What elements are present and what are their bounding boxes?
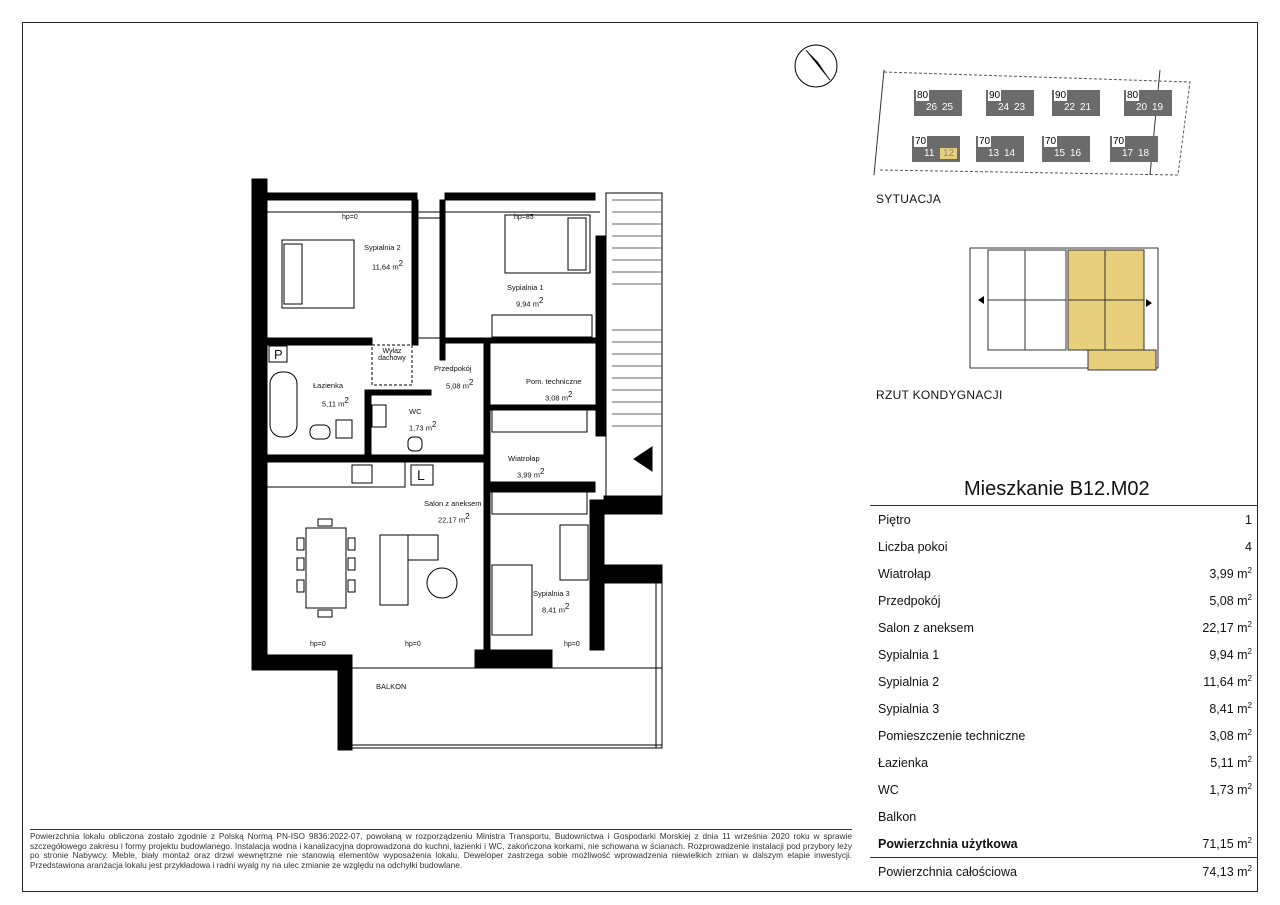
situation-unit: 90 22 21	[1052, 90, 1100, 116]
room-area-bed3: 8,41 $m^2$	[542, 602, 570, 615]
room-area-salon: 22,17 $m^2$	[438, 512, 470, 525]
row-label: Sypialnia 2	[878, 674, 940, 689]
row-label: Liczba pokoi	[878, 539, 948, 554]
table-row	[870, 641, 1258, 668]
situation-unit: 80 26 25	[914, 90, 962, 116]
table-row	[870, 560, 1258, 587]
footnote: Powierzchnia lokalu obliczona zostało zgodnie z Polską Normą PN-ISO 9836:2022-07, powołaną w rozporządzeniu Ministra Transportu, Budownictwa i Gospodarki Morskiej z dnia 11 września 2020 roku w sprawie szczegółowego zakresu i formy projektu budowlanego. Instalacja wodna i kanalizacyjna doprowadzona do kuchni, łazienki i WC, zakończona korkami, nie schowana w ścianach. Rozprowadzenie instalacji pod przybory leży po stronie Nabywcy. Meble, biały montaż oraz drzwi wewnętrzne nie stanowią elementów wyposażenia lokalu. Deweloper zastrzega sobie możliwość wprowadzenia niewielkich zmian w dalszym etapie inwestycji. Przedstawiona aranżacja lokalu jest przykładowa i radni wyalg ny na ulec zmianie ze względu na odchyłki budowlane.	[30, 831, 852, 870]
row-label: WC	[878, 782, 899, 797]
situation-label: SYTUACJA	[876, 192, 942, 206]
page-title: Mieszkanie B12.M02	[964, 478, 1150, 500]
table-row	[870, 722, 1258, 749]
row-value: 3,08 $m^2$	[1209, 727, 1252, 744]
table-row	[870, 614, 1258, 641]
floor-plan-label: RZUT KONDYGNACJI	[876, 388, 1003, 402]
table-row	[870, 776, 1258, 803]
room-area-bed1: 9,94 $m^2$	[516, 296, 544, 309]
room-name-bed1: Sypialnia 1	[507, 283, 544, 292]
row-value: 5,11 $m^2$	[1210, 754, 1252, 771]
row-label: Przedpokój	[878, 593, 941, 608]
situation-unit: 70 17 18	[1110, 136, 1158, 162]
table-row	[870, 803, 1258, 830]
sill-height-label: hp=0	[564, 641, 580, 648]
table-row	[870, 857, 1258, 885]
sill-height-label: hp=0	[405, 641, 421, 648]
table-row	[870, 749, 1258, 776]
room-name-bath: Łazienka	[313, 381, 344, 390]
table-row	[870, 587, 1258, 614]
table-row	[870, 695, 1258, 722]
row-label: Sypialnia 1	[878, 647, 940, 662]
row-label: Piętro	[878, 512, 911, 527]
row-value: 4	[1245, 539, 1252, 554]
row-value: 8,41 $m^2$	[1209, 700, 1252, 717]
area-table	[870, 505, 1258, 885]
room-area-hall: 5,08 $m^2$	[446, 378, 474, 391]
row-label: Powierzchnia całościowa	[878, 864, 1017, 879]
row-label: Salon z aneksem	[878, 620, 974, 635]
table-row	[870, 506, 1258, 533]
sill-height-label: hp=0	[310, 641, 326, 648]
table-row	[870, 830, 1258, 857]
room-area-wc: 1,73 $m^2$	[409, 420, 437, 433]
balcony-label: BALKON	[376, 682, 407, 691]
l-marker: L	[417, 467, 425, 483]
row-value: 11,64 $m^2$	[1203, 673, 1252, 690]
row-value: 22,17 $m^2$	[1202, 619, 1252, 636]
row-value: 1,73 $m^2$	[1209, 781, 1252, 798]
row-label: Wiatrołap	[878, 566, 931, 581]
room-area-bath: 5,11 $m^2$	[322, 396, 349, 409]
key-plan	[970, 248, 1158, 370]
row-value: 74,13 $m^2$	[1202, 863, 1252, 880]
room-area-bed2: 11,64 $m^2$	[372, 259, 404, 272]
row-label: Pomieszczenie techniczne	[878, 728, 1026, 743]
row-label: Powierzchnia użytkowa	[878, 836, 1018, 851]
room-area-wind: 3,99 $m^2$	[517, 467, 545, 480]
room-name-wc: WC	[409, 407, 422, 416]
room-area-tech: 3,08 $m^2$	[545, 390, 573, 403]
row-value: 3,99 $m^2$	[1209, 565, 1252, 582]
room-name-salon: Salon z aneksem	[424, 499, 482, 508]
sill-height-label: hp=0	[342, 214, 358, 221]
room-name-bed3: Sypialnia 3	[533, 589, 570, 598]
room-name-bed2: Sypialnia 2	[364, 243, 401, 252]
situation-unit: 90 24 23	[986, 90, 1034, 116]
table-row	[870, 668, 1258, 695]
row-label: Sypialnia 3	[878, 701, 940, 716]
room-name-wind: Wiatrołap	[508, 454, 540, 463]
sill-height-label: hp=85	[514, 214, 534, 221]
table-row	[870, 533, 1258, 560]
p-marker: P	[274, 347, 283, 362]
compass-icon	[795, 45, 837, 87]
roof-hatch-label: Wyłaz dachowy	[378, 348, 406, 362]
row-label: Balkon	[878, 809, 917, 824]
room-name-tech: Pom. techniczne	[526, 377, 582, 386]
situation-unit: 80 20 19	[1124, 90, 1172, 116]
row-value: 9,94 $m^2$	[1209, 646, 1252, 663]
row-value: 5,08 $m^2$	[1209, 592, 1252, 609]
row-value: 1	[1245, 512, 1252, 527]
row-label: Łazienka	[878, 755, 929, 770]
situation-unit: 70 11 12	[912, 136, 960, 162]
situation-unit: 70 13 14	[976, 136, 1024, 162]
row-value: 71,15 $m^2$	[1202, 835, 1252, 852]
room-name-hall: Przedpokój	[434, 364, 472, 373]
situation-unit: 70 15 16	[1042, 136, 1090, 162]
